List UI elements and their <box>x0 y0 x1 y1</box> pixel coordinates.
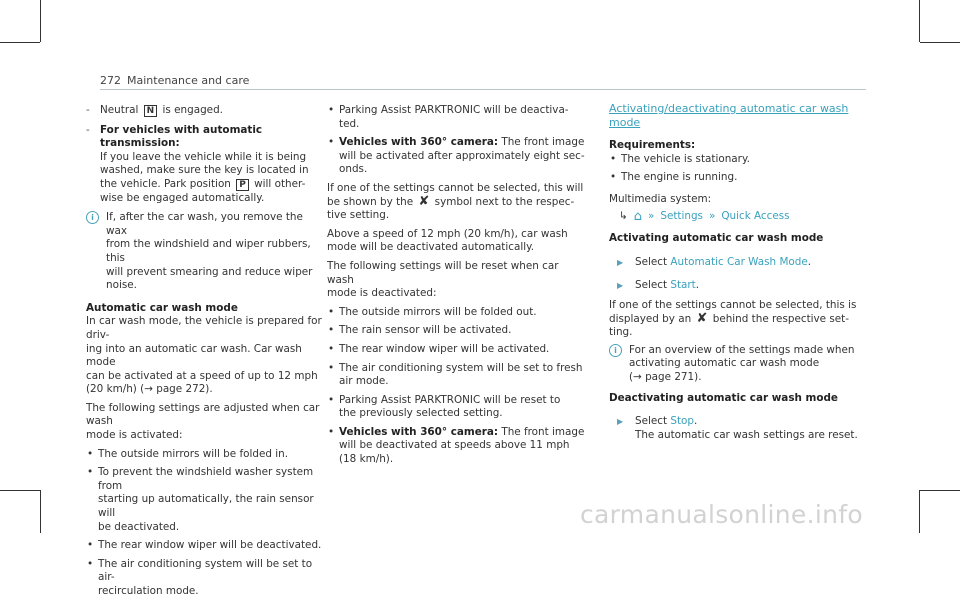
list-item: • To prevent the windshield washer system from starting up automatically, the rain sensor will be deactivated. <box>86 466 326 534</box>
section-heading: Activating automatic car wash mode <box>609 232 824 245</box>
paragraph: If one of the settings cannot be selected, this will be shown by the ✘ symbol next to the respec- tive setting. <box>327 181 584 222</box>
page-header <box>100 74 249 87</box>
crop-mark <box>920 42 960 43</box>
crop-mark <box>40 0 41 42</box>
action-step: ▶ Select Stop. The automatic car wash settings are reset. <box>609 415 864 442</box>
list-item: • Vehicles with 360° camera: The front image will be deactivated at speeds above 11 mph (18 km/h). <box>327 426 587 467</box>
watermark: carmanualsonline.info <box>580 500 863 529</box>
park-icon: P <box>236 179 249 191</box>
section-title-link[interactable]: Activating/deactivating automatic car wash mode <box>609 102 849 129</box>
header-divider <box>100 89 866 90</box>
info-note: i If, after the car wash, you remove the wax from the windshield and wiper rubbers, this will prevent smearing and reduce wiper noise. <box>86 211 326 293</box>
home-icon[interactable]: ⌂ <box>633 208 642 224</box>
action-step: ▶ Select Start. <box>609 279 864 293</box>
list-item: • The engine is running. <box>609 171 864 185</box>
list-item: • Vehicles with 360° camera: The front image will be activated after approximately eight sec- onds. <box>327 136 587 177</box>
list-item: • The outside mirrors will be folded out. <box>327 306 587 320</box>
paragraph: The following settings are adjusted when car wash mode is activated: <box>86 401 320 442</box>
action-step: ▶ Select Automatic Car Wash Mode. <box>609 256 864 270</box>
crop-mark <box>0 490 40 491</box>
paragraph: In car wash mode, the vehicle is prepared for driv- ing into an automatic car wash. Car wash mode can be activated at a speed of up to 12 mph (20 km/h) (→ page 272). <box>86 315 322 396</box>
list-item: • Parking Assist PARKTRONIC will be deactiva- ted. <box>327 104 587 131</box>
paragraph: Above a speed of 12 mph (20 km/h), car wash mode will be deactivated automatically. <box>327 227 568 254</box>
list-item: • The vehicle is stationary. <box>609 153 864 167</box>
info-note: i For an overview of the settings made when activating automatic car wash mode (→ page 271). <box>609 344 864 385</box>
cross-icon: ✘ <box>696 310 708 326</box>
crop-mark <box>0 42 40 43</box>
multimedia-label: Multimedia system: <box>609 192 712 205</box>
crop-mark <box>919 490 920 533</box>
dash-item: - Neutral N is engaged. <box>86 104 326 118</box>
paragraph: If one of the settings cannot be selected, this is displayed by an ✘ behind the respective set- ting. <box>609 298 857 339</box>
dash-item: - For vehicles with automatic transmission: If you leave the vehicle while it is being washed, make sure the key is located in the vehicle. Park position P will other- wise be engaged automatically. <box>86 124 326 206</box>
page-title: Maintenance and care <box>127 74 250 87</box>
list-item: • Parking Assist PARKTRONIC will be reset to the previously selected setting. <box>327 394 587 421</box>
list-item: • The outside mirrors will be folded in. <box>86 448 326 462</box>
list-item: • The rear window wiper will be activated. <box>327 343 587 357</box>
section-heading: Automatic car wash mode <box>86 301 238 314</box>
crop-mark <box>920 490 960 491</box>
chevron-icon: » <box>708 209 716 222</box>
start-option[interactable]: Start <box>670 279 696 292</box>
page-number: 272 <box>100 74 121 87</box>
menu-quick-access[interactable]: Quick Access <box>721 209 790 222</box>
paragraph: The following settings will be reset when car wash mode is deactivated: <box>327 259 559 300</box>
cross-icon: ✘ <box>418 193 430 209</box>
automatic-car-wash-mode-option[interactable]: Automatic Car Wash Mode <box>670 255 808 268</box>
chevron-icon: » <box>647 209 655 222</box>
path-arrow-icon: ↳ <box>619 209 628 222</box>
list-item: • The rear window wiper will be deactivated. <box>86 539 326 553</box>
crop-mark <box>40 490 41 533</box>
neutral-icon: N <box>144 105 158 117</box>
column-middle <box>327 104 587 467</box>
requirements-heading: Requirements: <box>609 139 696 152</box>
section-heading: Deactivating automatic car wash mode <box>609 391 838 404</box>
stop-option[interactable]: Stop <box>670 415 694 428</box>
menu-path <box>609 210 864 224</box>
info-icon: i <box>86 211 99 224</box>
menu-settings[interactable]: Settings <box>660 209 703 222</box>
info-icon: i <box>609 344 622 357</box>
list-item: • The air conditioning system will be set to fresh air mode. <box>327 362 587 389</box>
list-item: • The air conditioning system will be set to air- recirculation mode. <box>86 558 326 599</box>
column-right <box>609 102 864 442</box>
list-item: • The rain sensor will be activated. <box>327 324 587 338</box>
crop-mark <box>919 0 920 42</box>
column-left <box>86 104 326 599</box>
